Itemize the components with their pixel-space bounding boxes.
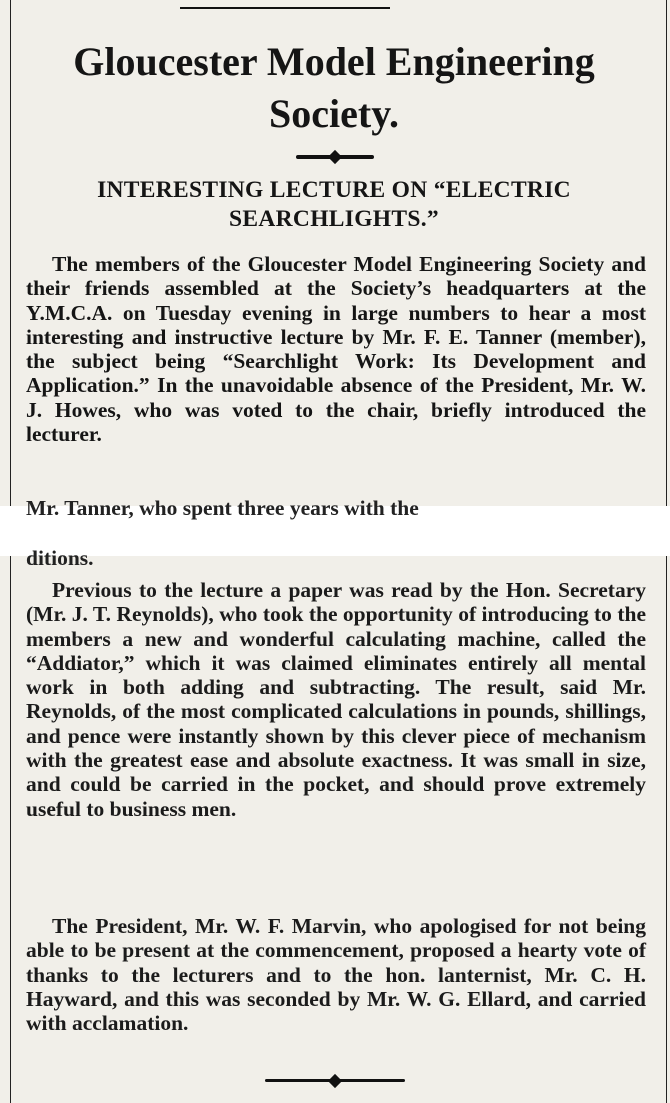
- clipping-top: [0, 0, 670, 520]
- cut-off-line-top: Mr. Tanner, who spent three years with the: [26, 496, 419, 520]
- cut-off-line-bottom: ditions.: [26, 546, 94, 570]
- article-title: Gloucester Model Engineering Society.: [73, 39, 595, 136]
- top-rule: [180, 7, 390, 9]
- paragraph-1: The members of the Gloucester Model Engineering Society and their friends assembled at the Society’s headquarters at the Y.M.C.A. on Tuesday evening in large numbers to hear a most interesting and instructive lecture by Mr. F. E. Tanner (member), the subject being “Searchlight Work: Its Development and Application.” In the unavoidable absence of the President, Mr. W. J. Howes, who was voted to the chair, briefly introduced the lecturer.: [26, 252, 646, 447]
- column-border-right-2: [666, 556, 667, 1103]
- column-border-right: [666, 0, 667, 506]
- clipping-bottom: [0, 546, 670, 1103]
- title-ornament-rule: [296, 155, 374, 159]
- column-border-left-2: [10, 556, 11, 1103]
- paragraph-3: The President, Mr. W. F. Marvin, who apologised for not being able to be present at the commencement, proposed a hearty vote of thanks to the lecturers and to the hon. lanternist, Mr. C. H. Hayward, and this was seconded by Mr. W. G. Ellard, and carried with acclamation.: [26, 914, 646, 1036]
- article-subheading: INTERESTING LECTURE ON “ELECTRIC SEARCHLIGHTS.”: [97, 177, 571, 232]
- end-ornament-rule: [265, 1079, 405, 1082]
- paragraph-2: Previous to the lecture a paper was read by the Hon. Secretary (Mr. J. T. Reynolds), who took the opportunity of introducing to the members a new and wonderful calculating machine, called the “Addiator,” which it was claimed eliminates entirely all mental work in both adding and subtracting. The result, said Mr. Reynolds, of the most complicated calculations in pounds, shillings, and pence were instantly shown by this clever piece of mechanism with the greatest ease and absolute exactness. It was small in size, and could be carried in the pocket, and should prove extremely useful to business men.: [26, 578, 646, 821]
- column-border-left: [10, 0, 11, 506]
